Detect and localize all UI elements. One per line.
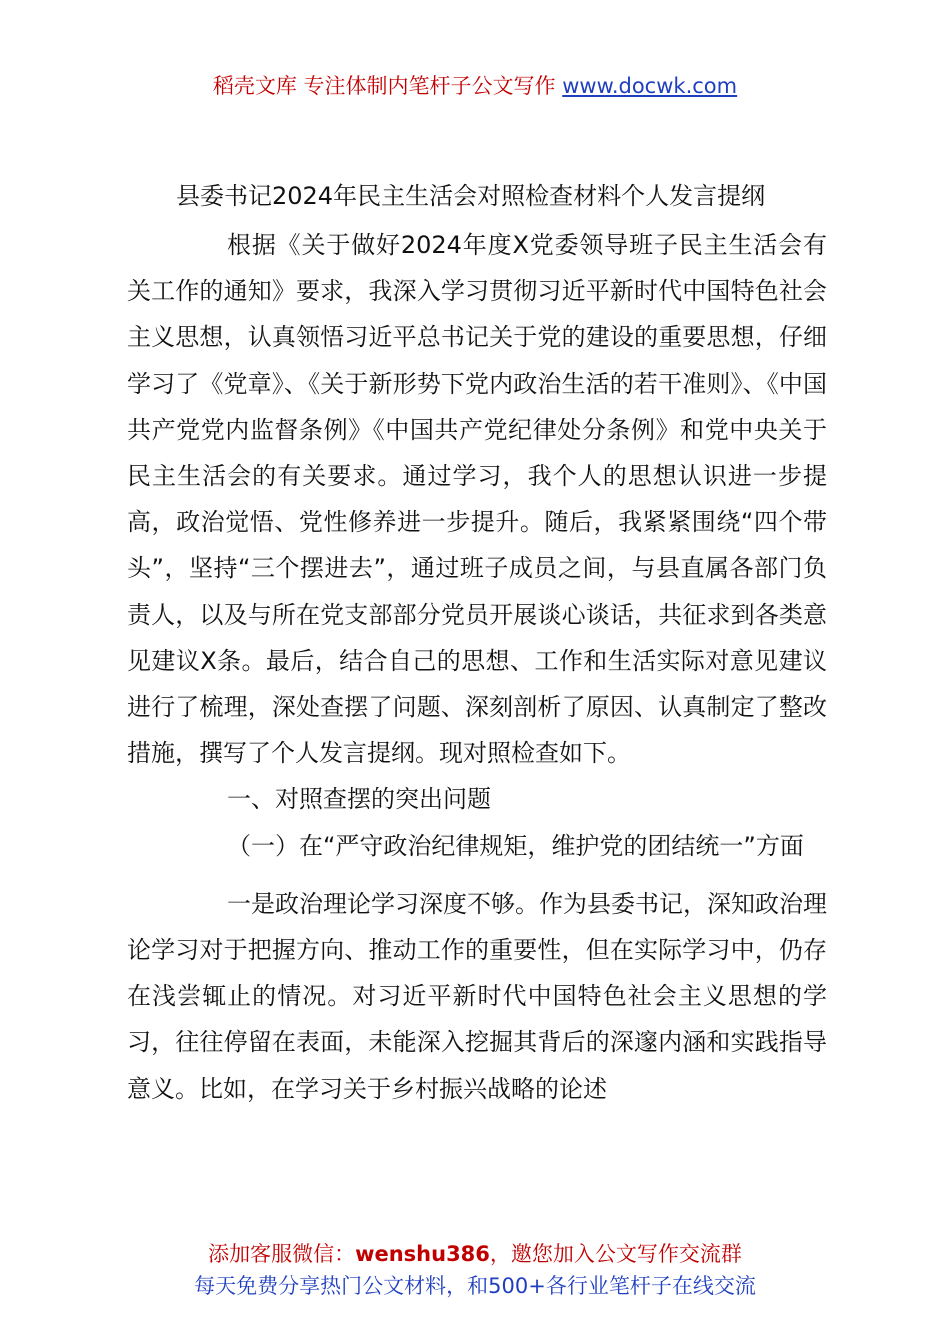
intro-paragraph: 根据《关于做好2024年度X党委领导班子民主生活会有关工作的通知》要求，我深入学习贯彻习近平新时代中国特色社会主义思想，认真领悟习近平总书记关于党的建设的重要思想，仔细学习了《党章》、《关于新形势下党内政治生活的若干准则》、《中国共产党党内监督条例》《中国共产党纪律处分条例》和党中央关于民主生活会的有关要求。通过学习，我个人的思想认识进一步提高，政治觉悟、党性修养进一步提升。随后，我紧紧围绕“四个带头”，坚持“三个摆进去”，通过班子成员之间，与县直属各部门负责人，以及与所在党支部部分党员开展谈心谈话，共征求到各类意见建议X条。最后，结合自己的思想、工作和生活实际对意见建议进行了梳理，深处查摆了问题、深刻剖析了原因、认真制定了整改措施，撰写了个人发言提纲。现对照检查如下。	[127, 231, 827, 768]
footer-suffix: ，邀您加入公文写作交流群	[489, 1242, 742, 1266]
site-header	[0, 70, 950, 100]
footer-line-2: 每天免费分享热门公文材料，和500+各行业笔杆子在线交流	[194, 1274, 756, 1298]
subsection-heading: （一）在“严守政治纪律规矩，维护党的团结统一”方面	[227, 831, 804, 860]
wechat-id: wenshu386	[355, 1242, 490, 1266]
document-body	[127, 222, 827, 1112]
document-title: 县委书记2024年民主生活会对照检查材料个人发言提纲	[176, 182, 766, 210]
footer-line-1	[0, 1238, 950, 1270]
problem-paragraph: 一是政治理论学习深度不够。作为县委书记，深知政治理论学习对于把握方向、推动工作的重要性，但在实际学习中，仍存在浅尝辄止的情况。对习近平新时代中国特色社会主义思想的学习，往往停留在表面，未能深入挖掘其背后的深邃内涵和实践指导意义。比如，在学习关于乡村振兴战略的论述	[127, 889, 827, 1103]
site-link[interactable]: www.docwk.com	[562, 74, 738, 98]
footer-prefix: 添加客服微信：	[208, 1242, 356, 1266]
section-heading: 一、对照查摆的突出问题	[227, 785, 491, 814]
footer-ad	[0, 1238, 950, 1302]
site-slogan: 稻壳文库 专注体制内笔杆子公文写作	[212, 74, 563, 98]
